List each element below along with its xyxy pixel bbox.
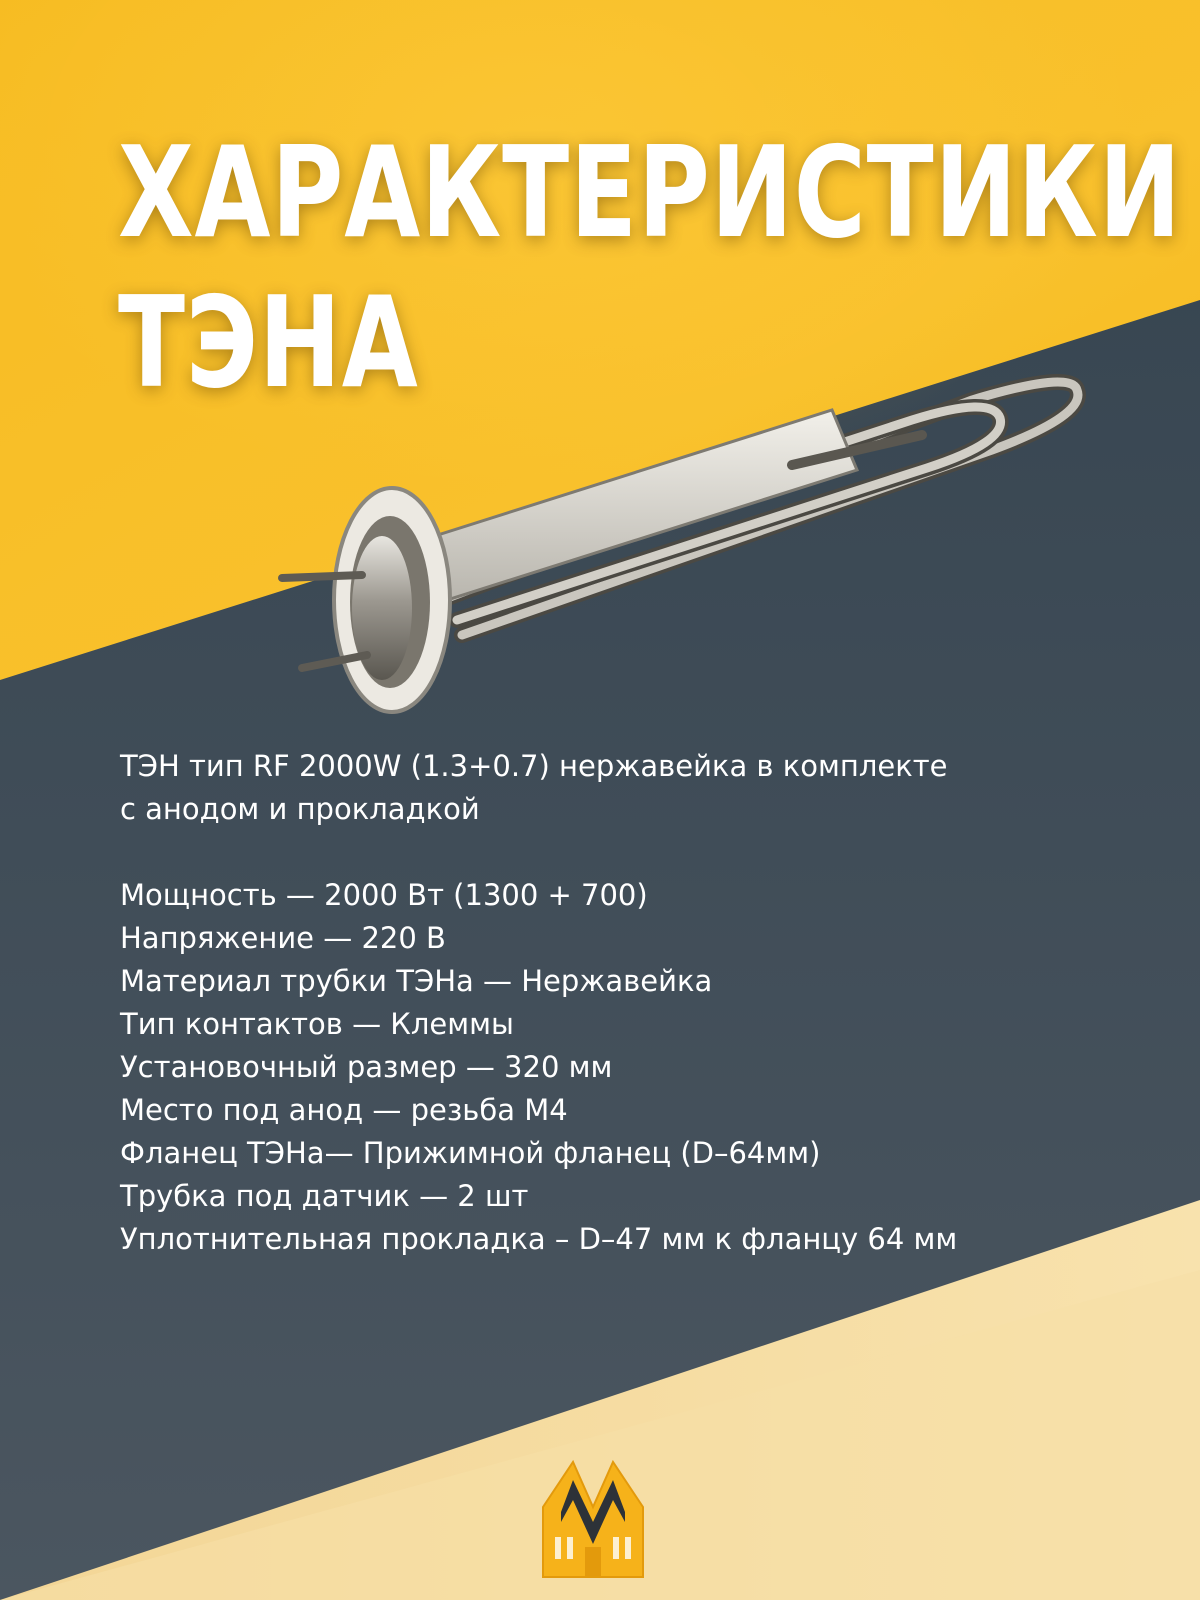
spec-flange: Фланец ТЭНа— Прижимной фланец (D–64мм) [120,1136,821,1170]
heating-element-image [272,350,1122,730]
description-line-1: ТЭН тип RF 2000W (1.3+0.7) нержавейка в комплекте [120,749,948,783]
spec-list [120,874,1120,1261]
spec-contact-type: Тип контактов — Клеммы [120,1007,514,1041]
title-line-1: ХАРАКТЕРИСТИКИ [118,119,1182,266]
title-line-2: ТЭНА [118,269,419,416]
spec-gasket: Уплотнительная прокладка – D–47 мм к фланцу 64 мм [120,1222,958,1256]
description-block [120,745,1120,1261]
spec-mounting-size: Установочный размер — 320 мм [120,1050,613,1084]
spec-anode-thread: Место под анод — резьба М4 [120,1093,568,1127]
description-line-2: с анодом и прокладкой [120,792,480,826]
spec-sensor-tube: Трубка под датчик — 2 шт [120,1179,529,1213]
house-m-logo-icon [533,1452,653,1582]
spec-tube-material: Материал трубки ТЭНа — Нержавейка [120,964,713,998]
spec-power: Мощность — 2000 Вт (1300 + 700) [120,878,648,912]
spec-voltage: Напряжение — 220 В [120,921,446,955]
product-description [120,745,1120,831]
